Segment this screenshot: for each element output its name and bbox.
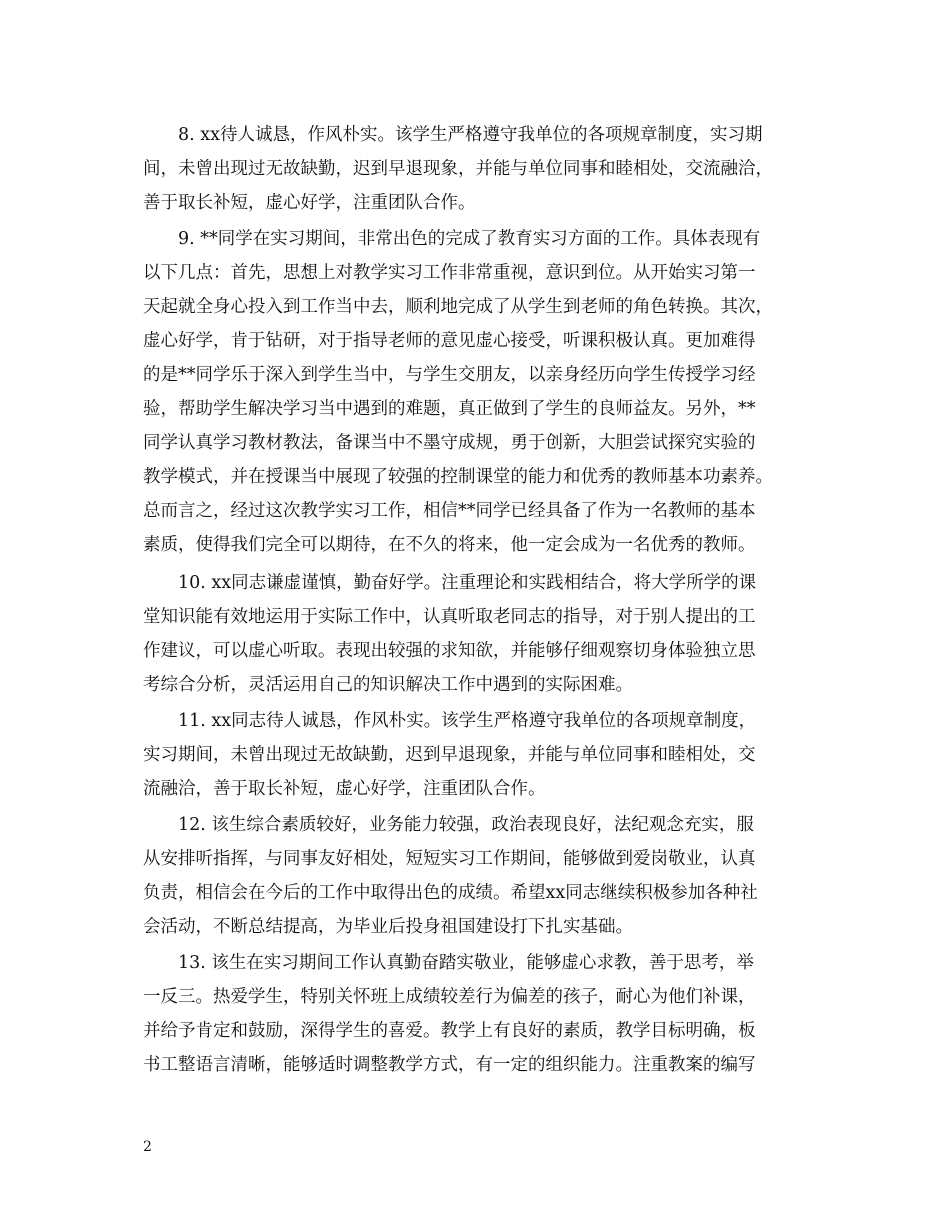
paragraph-8-line-3: 善于取长补短，虚心好学，注重团队合作。 [143, 193, 476, 213]
paragraph-9-line-3: 天起就全身心投入到工作当中去，顺利地完成了从学生到老师的角色转换。其次， [143, 297, 773, 317]
paragraph-9-line-4: 虚心好学，肯于钻研，对于指导老师的意见虚心接受，听课积极认真。更加难得 [143, 331, 756, 351]
paragraph-8-line-2: 间，未曾出现过无故缺勤，迟到早退现象，并能与单位同事和睦相处，交流融洽， [143, 159, 773, 179]
paragraph-12-line-1: 12. 该生综合素质较好，业务能力较强，政治表现良好，法纪观念充实，服 [178, 815, 754, 835]
paragraph-9-line-1: 9. **同学在实习期间，非常出色的完成了教育实习方面的工作。具体表现有 [178, 229, 761, 249]
paragraph-12-line-4: 会活动，不断总结提高，为毕业后投身祖国建设打下扎实基础。 [143, 917, 633, 937]
paragraph-9-line-7: 同学认真学习教材教法，备课当中不墨守成规，勇于创新，大胆尝试探究实验的 [143, 433, 756, 453]
paragraph-13-line-3: 并给予肯定和鼓励，深得学生的喜爱。教学上有良好的素质，教学目标明确，板 [143, 1021, 756, 1041]
paragraph-9-line-2: 以下几点：首先，思想上对教学实习工作非常重视，意识到位。从开始实习第一 [143, 263, 756, 283]
paragraph-9-line-9: 总而言之，经过这次教学实习工作，相信**同学已经具备了作为一名教师的基本 [143, 501, 756, 521]
paragraph-9-line-8: 教学模式，并在授课当中展现了较强的控制课堂的能力和优秀的教师基本功素养。 [143, 467, 773, 487]
paragraph-10-line-4: 考综合分析，灵活运用自己的知识解决工作中遇到的实际困难。 [143, 675, 633, 695]
paragraph-13-line-2: 一反三。热爱学生，特别关怀班上成绩较差行为偏差的孩子，耐心为他们补课， [143, 987, 756, 1007]
paragraph-10-line-1: 10. xx同志谦虚谨慎，勤奋好学。注重理论和实践相结合，将大学所学的课 [178, 573, 757, 593]
paragraph-11-line-3: 流融洽，善于取长补短，虚心好学，注重团队合作。 [143, 779, 546, 799]
paragraph-10-line-3: 作建议，可以虚心听取。表现出较强的求知欲，并能够仔细观察切身体验独立思 [143, 641, 756, 661]
paragraph-11-line-2: 实习期间，未曾出现过无故缺勤，迟到早退现象，并能与单位同事和睦相处，交 [143, 745, 756, 765]
paragraph-12-line-3: 负责，相信会在今后的工作中取得出色的成绩。希望xx同志继续积极参加各种社 [143, 883, 758, 903]
page-number: 2 [143, 1139, 152, 1155]
paragraph-9-line-10: 素质，使得我们完全可以期待，在不久的将来，他一定会成为一名优秀的教师。 [143, 535, 756, 555]
paragraph-9-line-5: 的是**同学乐于深入到学生当中，与学生交朋友，以亲身经历向学生传授学习经 [143, 365, 756, 385]
paragraph-13-line-1: 13. 该生在实习期间工作认真勤奋踏实敬业，能够虚心求教，善于思考，举 [178, 953, 754, 973]
paragraph-12-line-2: 从安排听指挥，与同事友好相处，短短实习工作期间，能够做到爱岗敬业，认真 [143, 849, 756, 869]
paragraph-13-line-4: 书工整语言清晰，能够适时调整教学方式，有一定的组织能力。注重教案的编写 [143, 1055, 756, 1075]
paragraph-11-line-1: 11. xx同志待人诚恳，作风朴实。该学生严格遵守我单位的各项规章制度， [178, 711, 757, 731]
paragraph-8-line-1: 8. xx待人诚恳，作风朴实。该学生严格遵守我单位的各项规章制度，实习期 [178, 125, 763, 145]
paragraph-9-line-6: 验，帮助学生解决学习当中遇到的难题，真正做到了学生的良师益友。另外，** [143, 399, 756, 419]
paragraph-10-line-2: 堂知识能有效地运用于实际工作中，认真听取老同志的指导，对于别人提出的工 [143, 607, 756, 627]
